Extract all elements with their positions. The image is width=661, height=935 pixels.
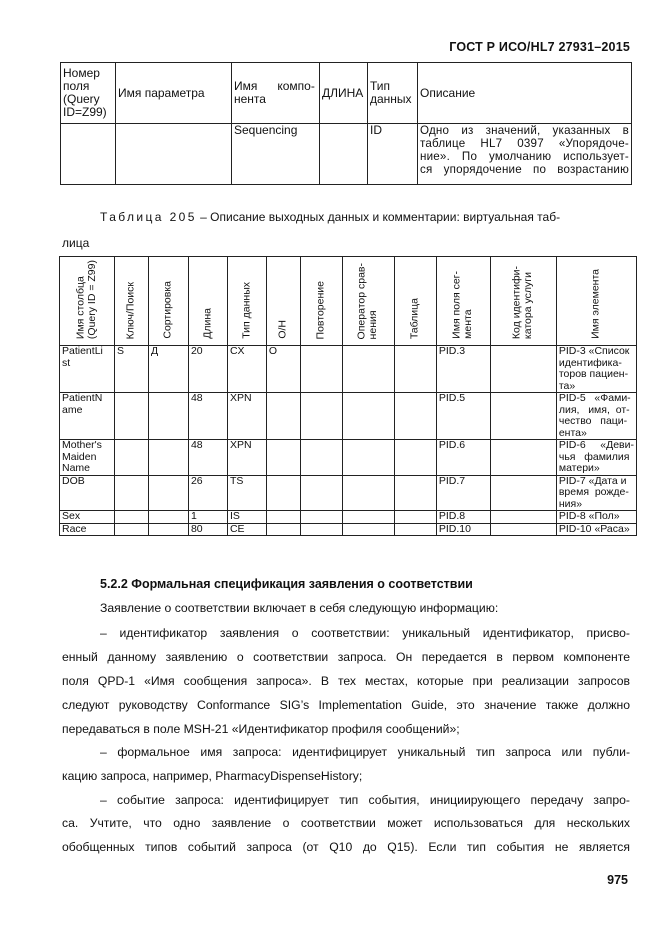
section-heading: 5.2.2 Формальная спецификация заявления о соответствии [100,577,473,591]
header-description: Описание [418,63,632,124]
cell [490,393,556,440]
caption-text: – Описание выходных данных и комментарии: виртуальная таб- [196,210,561,224]
cell [394,393,436,440]
cell [490,346,556,393]
cell [114,511,148,524]
table-body [60,346,637,536]
paragraph-line: кацию запроса, например, PharmacyDispenseHistory; [62,769,363,783]
parameters-table [60,62,632,185]
document-header: ГОСТ Р ИСО/HL7 27931–2015 [449,40,630,54]
cell [148,523,188,536]
cell [394,346,436,393]
table-row [60,475,637,511]
cell: CX [227,346,266,393]
header-data-type: Тип данных [368,63,418,124]
cell: 26 [188,475,227,511]
caption-tail: лица [62,236,90,250]
cell [300,511,342,524]
header-parameter-name: Имя параметра [116,63,232,124]
cell: Sequencing [232,124,320,185]
caption-label: Таблица 205 [100,210,197,224]
cell [266,393,300,440]
header-element-name: Имя элемента [556,257,636,346]
cell [394,511,436,524]
header-table: Таблица [394,257,436,346]
cell [114,440,148,476]
cell [342,511,394,524]
cell [114,523,148,536]
cell [490,511,556,524]
header-column-name: Имя столбца (Query ID = Z99) [60,257,115,346]
desc-line: ся упорядочение по возрастанию [420,163,629,176]
cell: PID.5 [436,393,490,440]
cell: PID.10 [436,523,490,536]
cell: 1 [188,511,227,524]
cell [490,523,556,536]
cell [394,523,436,536]
header-comparison-operator: Оператор срав- нения [342,257,394,346]
cell-description [418,124,632,185]
cell: ID [368,124,418,185]
table-row [60,393,637,440]
header-segment-field: Имя поля сег- мента [436,257,490,346]
cell [148,475,188,511]
cell [490,440,556,476]
cell: 20 [188,346,227,393]
cell: PatientN ame [60,393,115,440]
cell: XPN [227,440,266,476]
paragraph-line: обобщенных типов событий запроса (от Q10 до Q15). Если тип события не является [62,840,630,854]
cell [320,124,368,185]
header-field-number: Номер поля (Query ID=Z99) [61,63,116,124]
header-key-search: Ключ/Поиск [114,257,148,346]
desc-line: таблице HL7 0397 «Упорядоче- [420,137,629,150]
cell [300,475,342,511]
cell [266,475,300,511]
cell: XPN [227,393,266,440]
table-header-row [60,257,637,346]
cell [266,440,300,476]
page-number: 975 [607,873,628,887]
paragraph-line: передаваться в поле MSH-21 «Идентификатор профиля сообщений»; [62,722,460,736]
header-length: Длина [188,257,227,346]
cell: Sex [60,511,115,524]
cell-element-name: PID-7 «Дата и время рожде- ния» [556,475,636,511]
cell [342,346,394,393]
cell [394,440,436,476]
cell-element-name: PID-6 «Деви- чья фамилия матери» [556,440,636,476]
cell [266,511,300,524]
table-row [60,523,637,536]
table-header-row [61,63,632,124]
header-repetition: Повторение [300,257,342,346]
cell [61,124,116,185]
cell [342,475,394,511]
cell: S [114,346,148,393]
cell [148,511,188,524]
cell [116,124,232,185]
cell [490,475,556,511]
cell [342,523,394,536]
cell [148,440,188,476]
header-data-type: Тип данных [227,257,266,346]
desc-line: ние». По умолчанию использует- [420,150,629,163]
cell [342,393,394,440]
cell [300,440,342,476]
cell [342,440,394,476]
header-length: ДЛИНА [320,63,368,124]
cell [300,346,342,393]
cell: Д [148,346,188,393]
cell [394,475,436,511]
desc-line: Одно из значений, указанных в [420,124,629,137]
cell [300,523,342,536]
cell: 48 [188,393,227,440]
cell: TS [227,475,266,511]
cell: Race [60,523,115,536]
cell [114,393,148,440]
cell [114,475,148,511]
paragraph-line: – формальное имя запроса: идентифицирует уникальный тип запроса или публи- [100,745,630,759]
cell: O [266,346,300,393]
paragraph-line: – событие запроса: идентифицирует тип события, инициирующего передачу запро- [100,793,630,807]
cell: PID.6 [436,440,490,476]
table-row [61,124,632,185]
paragraph-line: поля QPD-1 «Имя сообщения запроса». В тех местах, которые при реализации запросов [62,674,630,688]
cell-element-name: PID-3 «Список идентифика- торов пациен- та» [556,346,636,393]
paragraph-line: са. Учтите, что одно заявление о соответствии может использоваться для нескольких [62,816,630,830]
header-component-name: Имя компо- нента [232,63,320,124]
cell: IS [227,511,266,524]
cell: 48 [188,440,227,476]
cell: PID.3 [436,346,490,393]
header-optionality: О/Н [266,257,300,346]
cell [266,523,300,536]
cell [300,393,342,440]
cell-element-name: PID-8 «Пол» [556,511,636,524]
cell: PID.8 [436,511,490,524]
cell-element-name: PID-5 «Фами- лия, имя, от- чество паци- ента» [556,393,636,440]
cell: PID.7 [436,475,490,511]
header-service-id-code: Код идентифи- катора услуги [490,257,556,346]
cell: Mother's Maiden Name [60,440,115,476]
cell: CE [227,523,266,536]
header-sort: Сортировка [148,257,188,346]
table-caption [100,211,632,224]
cell-element-name: PID-10 «Раса» [556,523,636,536]
cell [148,393,188,440]
table-row [60,346,637,393]
cell: 80 [188,523,227,536]
paragraph-line: – идентификатор заявления о соответствии: уникальный идентификатор, присво- [100,626,630,640]
paragraph: Заявление о соответствии включает в себя следующую информацию: [100,601,499,615]
output-data-table [59,256,637,536]
cell: PatientLi st [60,346,115,393]
table-row [60,440,637,476]
paragraph-line: следуют руководству Conformance SIG’s Implementation Guide, это значение также должно [62,698,630,712]
paragraph-line: енный данному заявлению о соответствии запроса. Он передается в первом компоненте [62,650,630,664]
cell: DOB [60,475,115,511]
table-row [60,511,637,524]
